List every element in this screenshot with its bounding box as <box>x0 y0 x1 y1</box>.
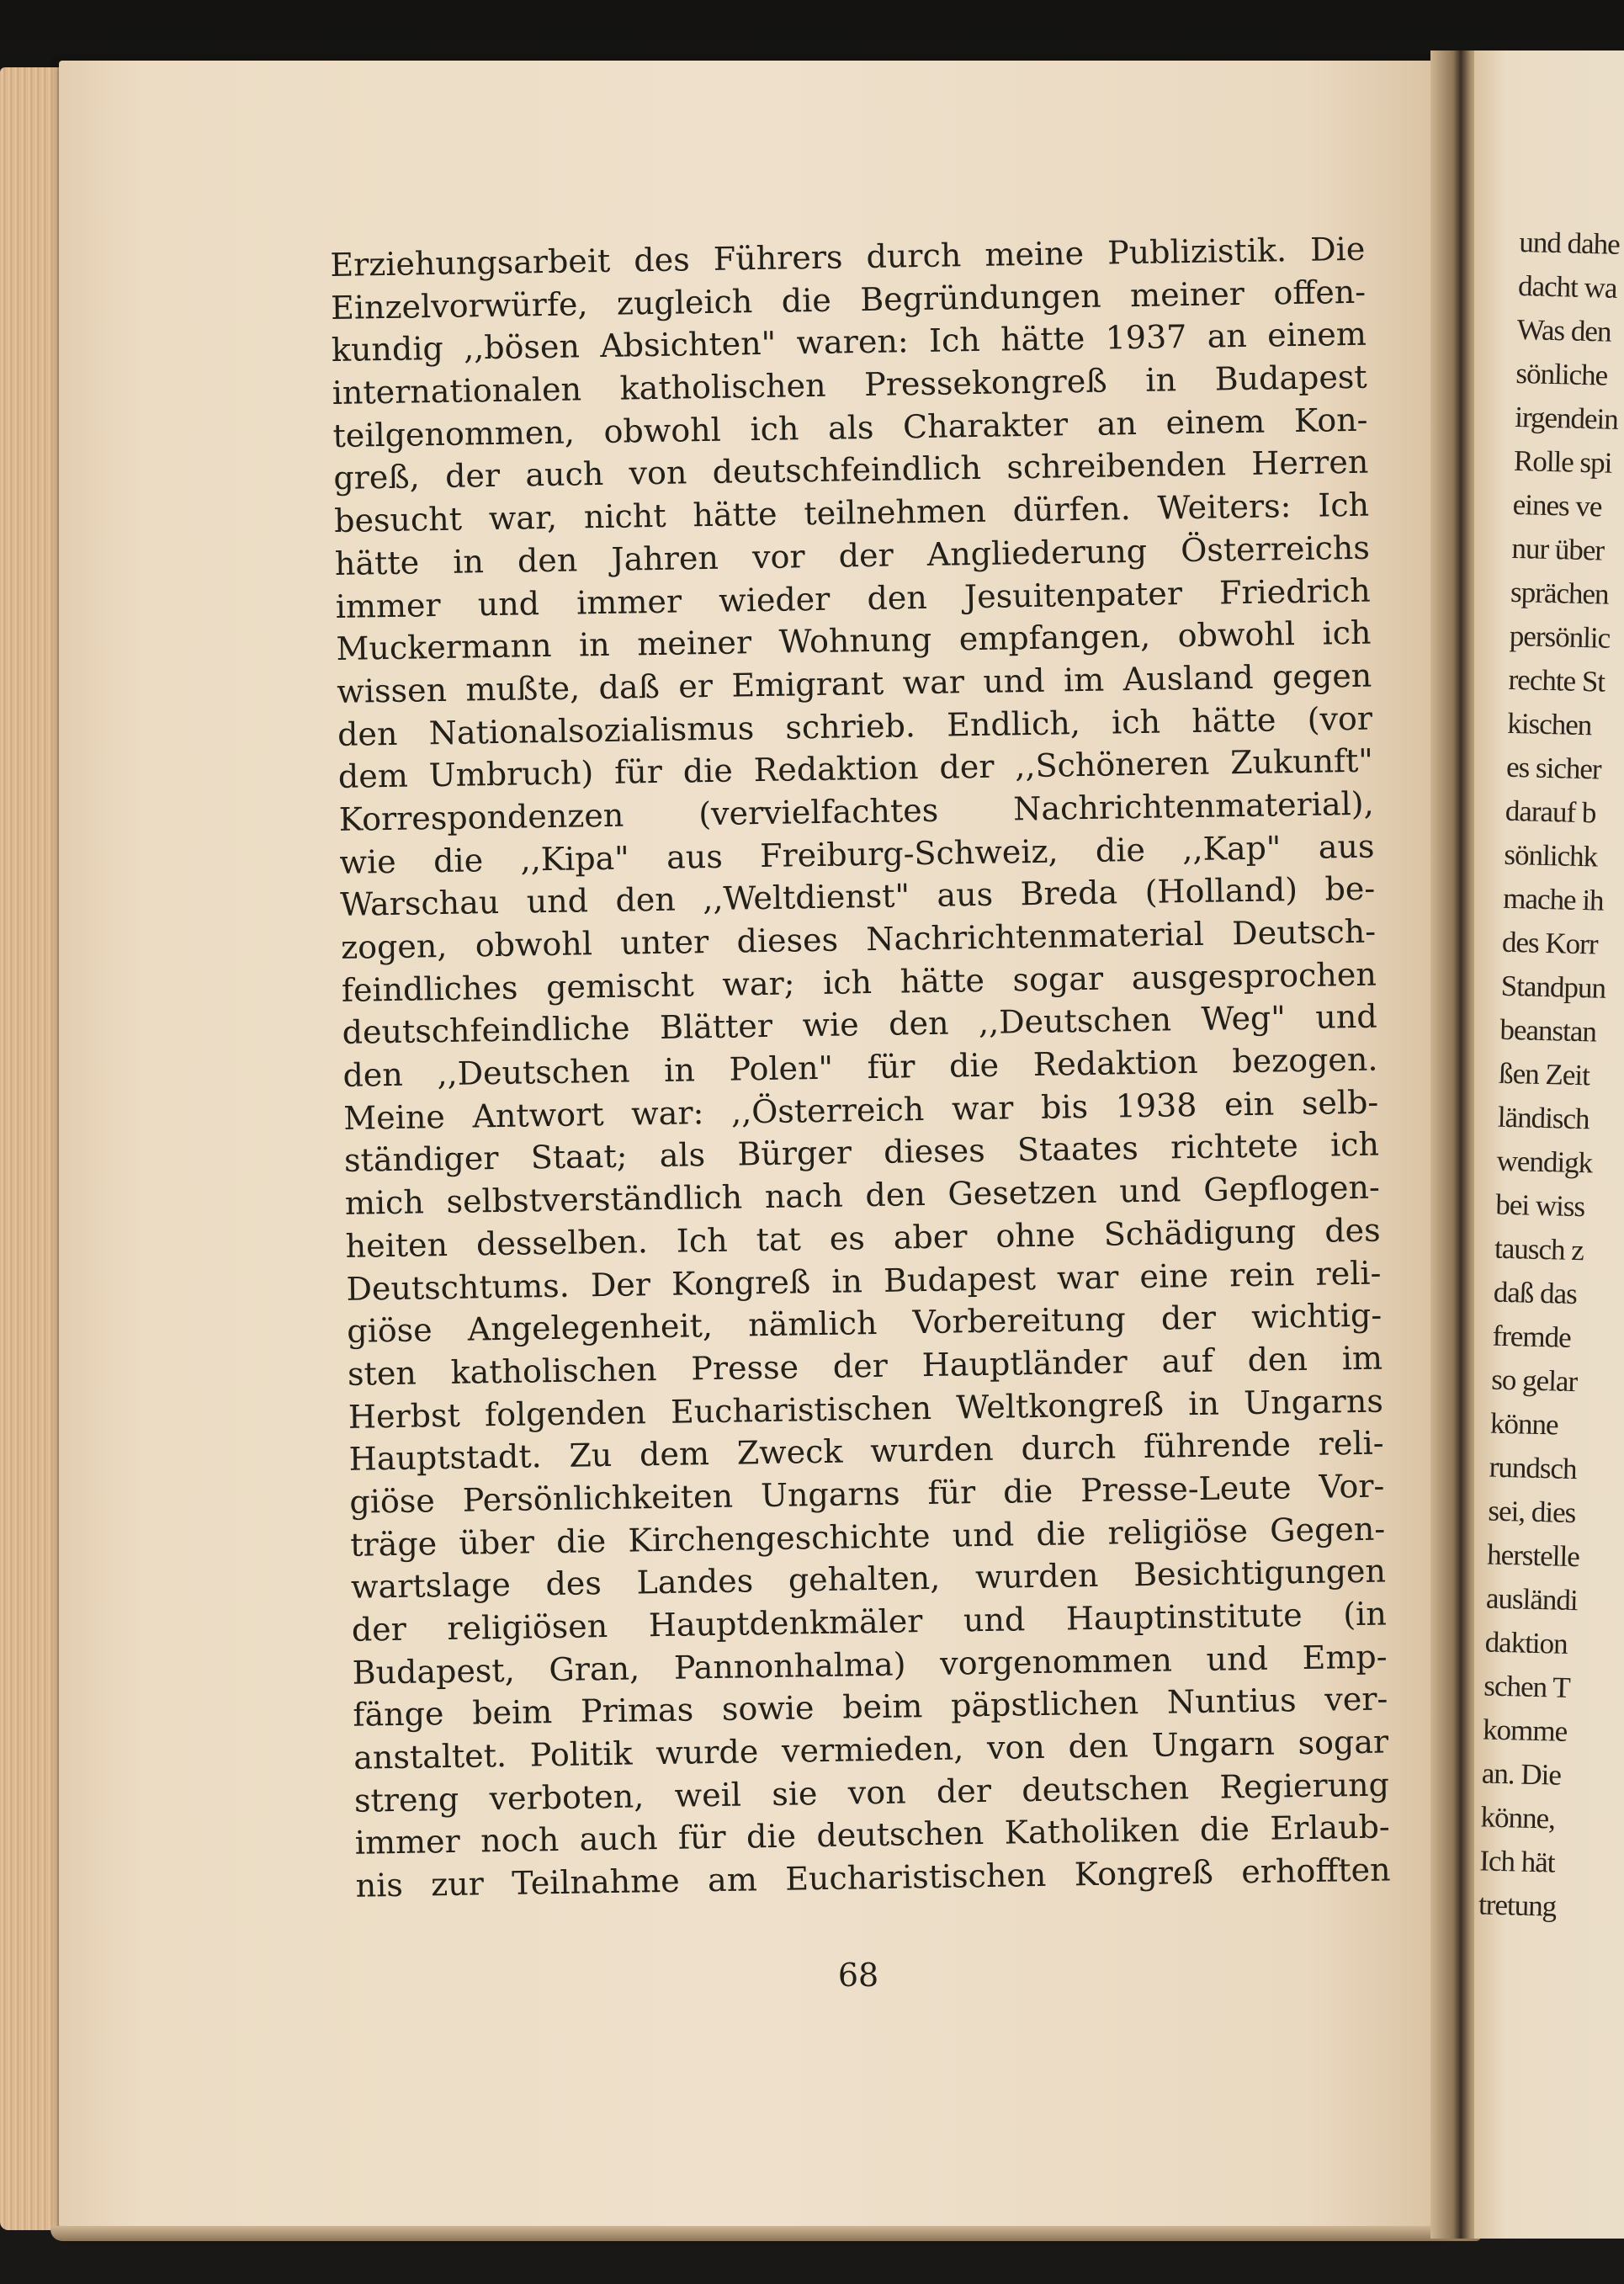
facing-text-line: des Korr <box>1501 925 1598 961</box>
facing-text-line: daktion <box>1484 1625 1568 1660</box>
text-line: besucht war, nicht hätte teilnehmen dürfen. Weiters: Ich <box>333 486 1370 540</box>
text-line: feindliches gemischt war; ich hätte sogar ausgesprochen <box>341 955 1377 1009</box>
text-line: Muckermann in meiner Wohnung empfangen, obwohl ich <box>336 613 1372 668</box>
facing-text-line: fremde <box>1492 1319 1572 1354</box>
text-line: giöse Persönlichkeiten Ungarns für die Presse-Leute Vor- <box>349 1467 1385 1521</box>
facing-text-line: so gelar <box>1490 1362 1578 1399</box>
text-line: ständiger Staat; als Bürger dieses Staates richtete ich <box>343 1125 1380 1180</box>
facing-text-line: rundsch <box>1489 1450 1578 1486</box>
facing-text-line: tausch z <box>1494 1231 1584 1267</box>
text-line: heiten desselben. Ich tat es aber ohne Schädigung des <box>345 1211 1381 1265</box>
text-line: Herbst folgenden Eucharistischen Weltkongreß in Ungarns <box>348 1382 1384 1436</box>
facing-text-line: es sicher <box>1505 750 1602 786</box>
facing-text-line: könne, <box>1480 1800 1556 1835</box>
text-line: Hauptstadt. Zu dem Zweck wurden durch führende reli- <box>348 1424 1384 1479</box>
text-line: streng verboten, weil sie von der deutschen Regierung <box>353 1766 1390 1819</box>
text-line: zogen, obwohl unter dieses Nachrichtenmaterial Deutsch- <box>340 912 1377 966</box>
facing-text-line: Standpun <box>1500 969 1606 1005</box>
text-line: dem Umbruch) für die Redaktion der ,,Schöneren Zukunft" <box>337 741 1374 796</box>
text-line: wartslage des Landes gehalten, wurden Besichtigungen <box>350 1552 1387 1607</box>
page-number: 68 <box>837 1957 879 1994</box>
facing-text-line: irgendein <box>1514 400 1619 436</box>
page-bottom-edge <box>50 2226 1481 2241</box>
facing-text-line: bei wiss <box>1494 1187 1585 1224</box>
facing-text-line: komme <box>1482 1713 1568 1748</box>
facing-text-line: persönlic <box>1509 619 1611 655</box>
text-line: Einzelvorwürfe, zugleich die Begründungen meiner offen- <box>330 273 1367 327</box>
facing-text-line: schen T <box>1483 1669 1571 1704</box>
facing-text-line: herstelle <box>1486 1538 1580 1574</box>
text-line: immer und immer wieder den Jesuitenpater Friedrich <box>335 571 1371 625</box>
text-line: Warschau und den ,,Weltdienst" aus Breda (Holland) be- <box>339 869 1376 924</box>
text-line: giöse Angelegenheit, nämlich Vorbereitung der wichtig- <box>346 1296 1383 1351</box>
facing-text-line: sönlichk <box>1504 837 1598 874</box>
facing-text-line: sprächen <box>1510 575 1610 611</box>
facing-text-line: sei, dies <box>1488 1494 1576 1530</box>
text-line: teilgenommen, obwohl ich als Charakter an einem Kon- <box>332 401 1368 454</box>
text-line: nis zur Teilnahme am Eucharistischen Kongreß erhofften <box>355 1851 1391 1904</box>
text-line: greß, der auch von deutschfeindlich schreibenden Herren <box>333 444 1369 497</box>
text-line: fänge beim Primas sowie beim päpstlichen Nuntius ver- <box>353 1680 1388 1734</box>
text-line: hätte in den Jahren vor der Angliederung Österreichs <box>334 529 1371 582</box>
facing-text-line: an. Die <box>1481 1756 1562 1792</box>
text-line: den ,,Deutschen in Polen" für die Redaktion bezogen. <box>342 1040 1378 1094</box>
text-line: mich selbstverständlich nach den Gesetzen und Gepflogen- <box>344 1168 1381 1222</box>
text-line: Deutschtums. Der Kongreß in Budapest war eine rein reli- <box>346 1254 1382 1308</box>
text-line: internationalen katholischen Pressekongreß in Budapest <box>332 358 1367 412</box>
text-line: Budapest, Gran, Pannonhalma) vorgenommen und Emp- <box>352 1638 1388 1692</box>
facing-text-line: nur über <box>1511 531 1605 567</box>
facing-text-line: eines ve <box>1512 487 1602 523</box>
facing-text-line: wendigk <box>1496 1144 1593 1180</box>
text-line: kundig ,,bösen Absichten" waren: Ich hätte 1937 an einem <box>331 316 1367 369</box>
text-line: wissen mußte, daß er Emigrant war und im Ausland gegen <box>337 656 1372 710</box>
facing-text-line: Was den <box>1516 312 1611 348</box>
text-line: Erziehungsarbeit des Führers durch meine Publizistik. Die <box>330 230 1366 284</box>
facing-text-line: und dahe <box>1518 225 1621 261</box>
facing-text-line: daß das <box>1493 1275 1578 1311</box>
facing-text-line: ßen Zeit <box>1498 1056 1590 1092</box>
facing-text-line: tretung <box>1478 1888 1557 1923</box>
facing-text-line: beanstan <box>1499 1012 1597 1049</box>
text-line: deutschfeindliche Blätter wie den ,,Deutschen Weg" und <box>342 997 1377 1052</box>
text-line: Korrespondenzen (vervielfachtes Nachrichtenmaterial), <box>338 784 1374 838</box>
facing-text-line: könne <box>1489 1406 1559 1442</box>
text-line: wie die ,,Kipa" aus Freiburg-Schweiz, die ,,Kap" aus <box>339 827 1375 881</box>
facing-text-line: mache ih <box>1502 881 1605 917</box>
text-line: anstaltet. Politik wurde vermieden, von den Ungarn sogar <box>353 1723 1389 1777</box>
facing-text-line: Rolle spi <box>1513 444 1612 480</box>
facing-text-line: Ich hät <box>1478 1844 1556 1879</box>
text-line: immer noch auch für die deutschen Katholiken die Erlaub- <box>354 1808 1391 1862</box>
text-line: Meine Antwort war: ,,Österreich war bis 1938 ein selb- <box>342 1083 1379 1137</box>
text-line: den Nationalsozialismus schrieb. Endlich, ich hätte (vor <box>337 699 1373 753</box>
facing-text-line: ausländi <box>1485 1581 1579 1617</box>
facing-text-line: ländisch <box>1497 1100 1590 1136</box>
facing-text-line: rechte St <box>1508 662 1605 698</box>
text-line: träge über die Kirchengeschichte und die religiöse Gegen- <box>349 1510 1386 1564</box>
facing-text-line: darauf b <box>1505 794 1596 830</box>
facing-text-line: dacht wa <box>1517 268 1617 305</box>
main-body-text <box>330 228 1391 1908</box>
book-gutter <box>1430 50 1481 2239</box>
facing-text-line: sönliche <box>1515 356 1608 392</box>
text-line: der religiösen Hauptdenkmäler und Hauptinstitute (in <box>351 1595 1388 1649</box>
text-line: sten katholischen Presse der Hauptländer auf den im <box>347 1339 1383 1393</box>
facing-text-line: kischen <box>1506 706 1592 742</box>
